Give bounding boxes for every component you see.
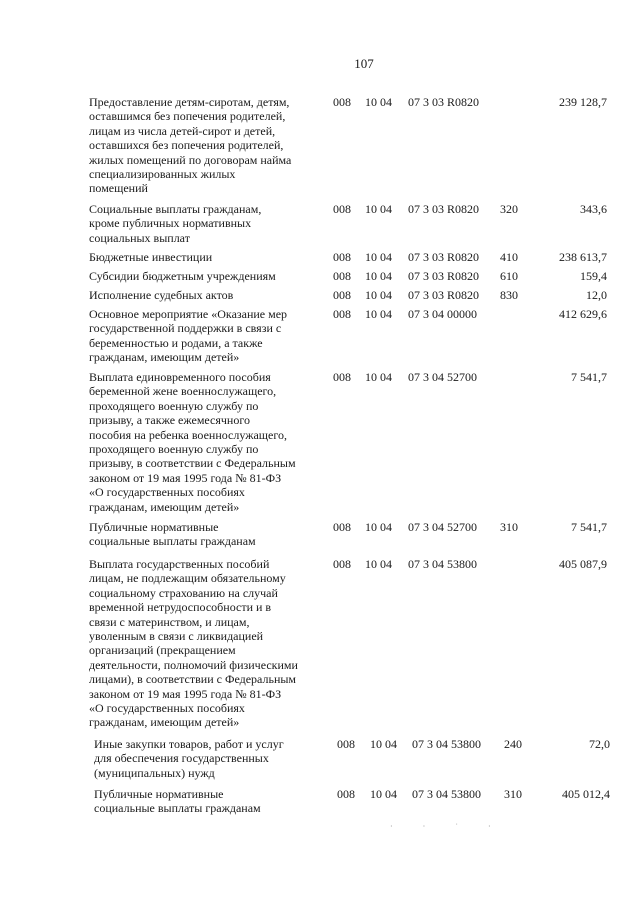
ministry-code: 008 [333, 288, 351, 302]
row-description: Социальные выплаты гражданам, кроме публичных нормативных социальных выплат [89, 202, 262, 245]
target-code: 07 3 04 52700 [408, 370, 477, 384]
target-code: 07 3 03 R0820 [408, 250, 480, 264]
section-code: 10 04 [365, 250, 392, 264]
ministry-code: 008 [333, 269, 351, 283]
expense-type-code: 310 [500, 520, 518, 534]
page-number: 107 [354, 56, 374, 71]
row-description: Публичные нормативные социальные выплаты гражданам [89, 520, 256, 549]
amount: 405 087,9 [559, 557, 607, 571]
row-description: Бюджетные инвестиции [89, 250, 213, 264]
ministry-code: 008 [333, 95, 351, 109]
ministry-code: 008 [337, 737, 355, 751]
amount: 343,6 [580, 202, 607, 216]
target-code: 07 3 04 53800 [412, 787, 481, 801]
target-code: 07 3 03 R0820 [408, 288, 480, 302]
section-code: 10 04 [365, 202, 392, 216]
expense-type-code: 320 [500, 202, 518, 216]
ministry-code: 008 [333, 520, 351, 534]
section-code: 10 04 [365, 269, 392, 283]
row-description: Основное мероприятие «Оказание мер государственной поддержки в связи с беременностью и родами, а также гражданам, имеющим детей» [89, 307, 288, 365]
expense-type-code: 310 [504, 787, 522, 801]
amount: 12,0 [586, 288, 607, 302]
row-description: Иные закупки товаров, работ и услуг для обеспечения государственных (муниципальных) нужд [94, 737, 284, 780]
target-code: 07 3 04 53800 [408, 557, 477, 571]
ministry-code: 008 [333, 202, 351, 216]
row-description: Публичные нормативные социальные выплаты гражданам [94, 787, 261, 816]
amount: 405 012,4 [562, 787, 610, 801]
target-code: 07 3 03 R0820 [408, 269, 480, 283]
section-code: 10 04 [370, 737, 397, 751]
row-description: Исполнение судебных актов [89, 288, 234, 302]
ministry-code: 008 [337, 787, 355, 801]
amount: 159,4 [580, 269, 607, 283]
row-description: Субсидии бюджетным учреждениям [89, 269, 276, 283]
expense-type-code: 830 [500, 288, 518, 302]
section-code: 10 04 [365, 520, 392, 534]
row-description: Выплата государственных пособий лицам, не подлежащим обязательному социальному страхованию на случай временной нетрудоспособности и в связи с материнством, и лицам, уволенным в связи с ликвидацией организаций (прекращением деятельности, полномочий физическими лицами), в соответствии с Федеральным законом от 19 мая 1995 года № 81-ФЗ «О государственных пособиях гражданам, имеющим детей» [89, 557, 298, 730]
target-code: 07 3 03 R0820 [408, 202, 480, 216]
section-code: 10 04 [365, 370, 392, 384]
scan-specks: · · ˙ · [390, 822, 505, 831]
row-description: Предоставление детям-сиротам, детям, оставшимся без попечения родителей, лицам из числа детей-сирот и детей, оставшихся без попечения родителей, жилых помещений по договорам найма специализированных жилых помещений [89, 95, 292, 196]
ministry-code: 008 [333, 307, 351, 321]
row-description: Выплата единовременного пособия беременной жене военнослужащего, проходящего военную службу по призыву, а также ежемесячного пособия на ребенка военнослужащего, проходящего военную службу по призыву, в соответствии с Федеральным законом от 19 мая 1995 года № 81-ФЗ «О государственных пособиях гражданам, имеющим детей» [89, 370, 296, 514]
amount: 238 613,7 [559, 250, 607, 264]
expense-type-code: 240 [504, 737, 522, 751]
amount: 239 128,7 [559, 95, 607, 109]
expense-type-code: 410 [500, 250, 518, 264]
target-code: 07 3 04 52700 [408, 520, 477, 534]
target-code: 07 3 04 00000 [408, 307, 477, 321]
expense-type-code: 610 [500, 269, 518, 283]
amount: 72,0 [589, 737, 610, 751]
section-code: 10 04 [365, 288, 392, 302]
ministry-code: 008 [333, 557, 351, 571]
ministry-code: 008 [333, 370, 351, 384]
ministry-code: 008 [333, 250, 351, 264]
target-code: 07 3 03 R0820 [408, 95, 480, 109]
section-code: 10 04 [365, 95, 392, 109]
section-code: 10 04 [365, 557, 392, 571]
section-code: 10 04 [370, 787, 397, 801]
amount: 7 541,7 [571, 370, 607, 384]
amount: 7 541,7 [571, 520, 607, 534]
target-code: 07 3 04 53800 [412, 737, 481, 751]
section-code: 10 04 [365, 307, 392, 321]
amount: 412 629,6 [559, 307, 607, 321]
